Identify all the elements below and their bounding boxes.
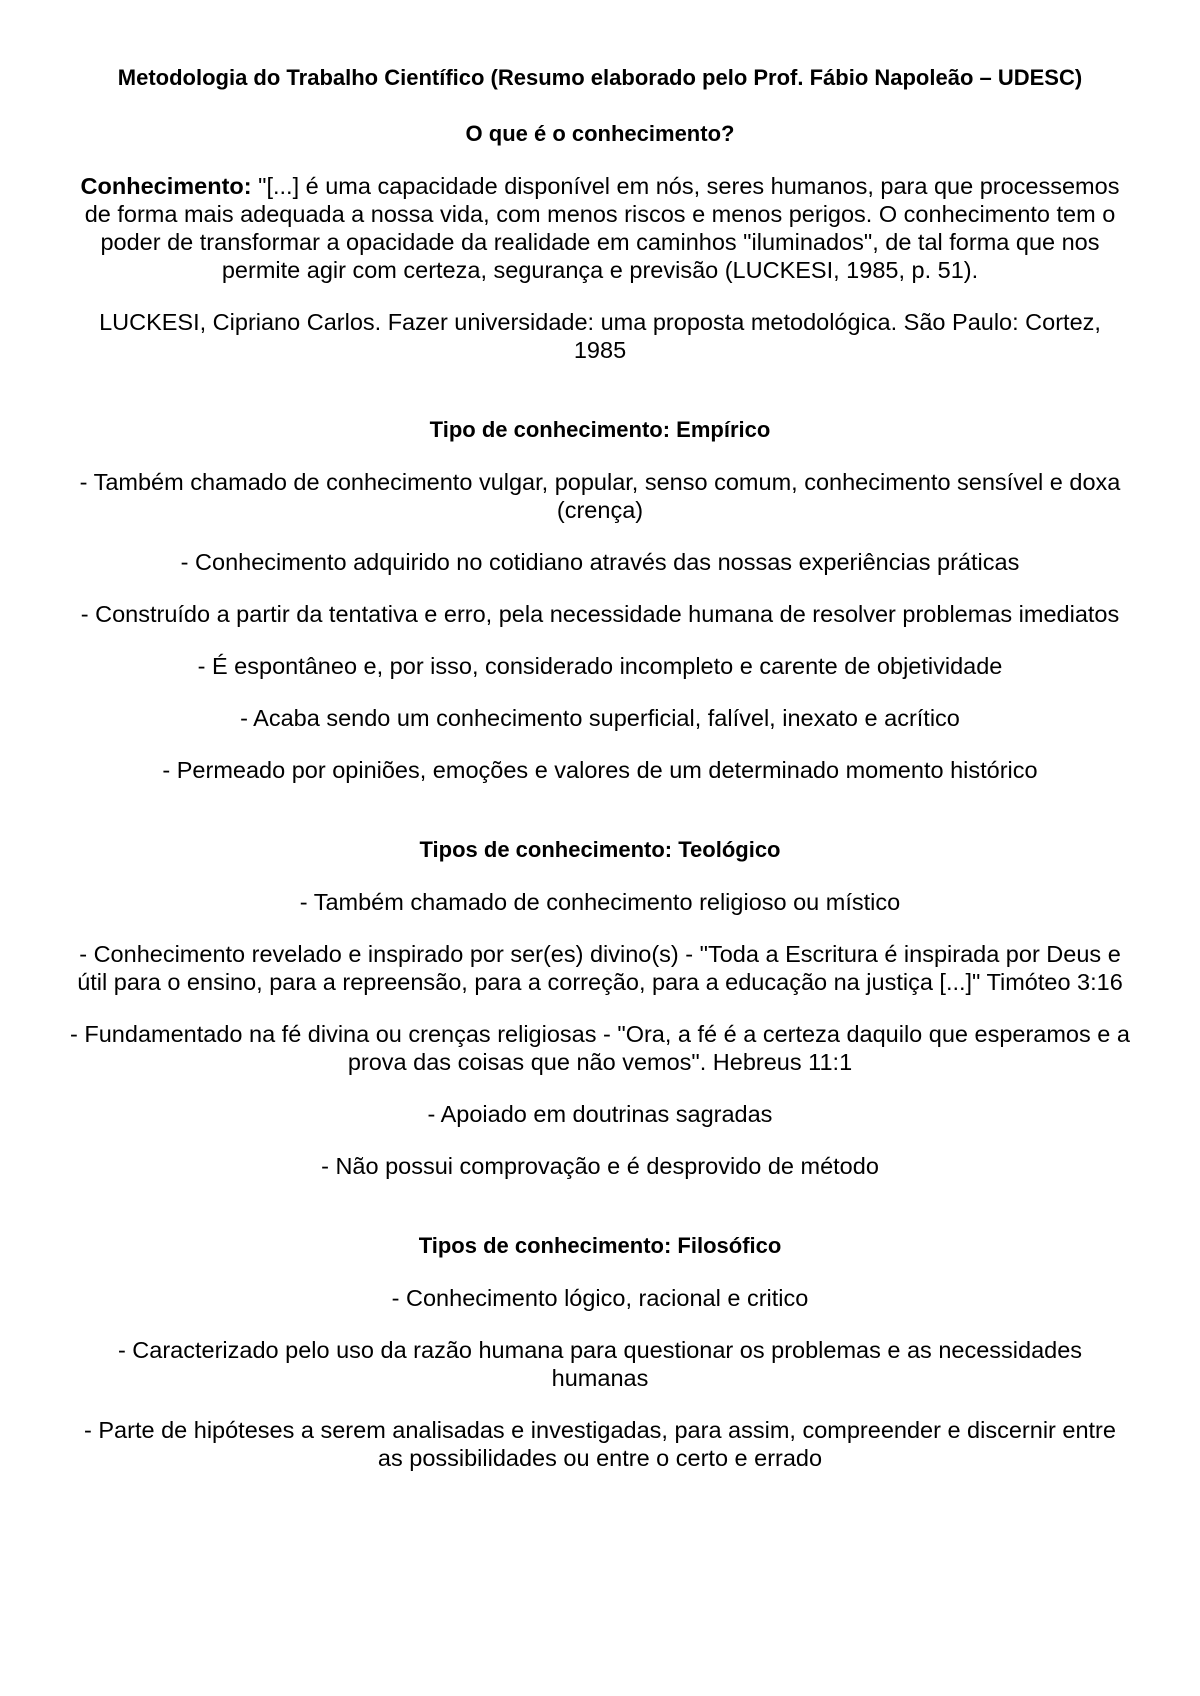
document-title: Metodologia do Trabalho Científico (Resumo elaborado pelo Prof. Fábio Napoleão – UDESC) [117, 65, 1083, 90]
section-title-teologico: Tipos de conhecimento: Teológico [419, 837, 781, 862]
question-heading: O que é o conhecimento? [465, 121, 735, 146]
list-item: - Apoiado em doutrinas sagradas [427, 1101, 773, 1127]
list-item: - Também chamado de conhecimento religioso ou místico [299, 889, 901, 915]
list-item: - É espontâneo e, por isso, considerado incompleto e carente de objetividade [197, 653, 1003, 679]
list-item: - Fundamentado na fé divina ou crenças religiosas - "Ora, a fé é a certeza daquilo que esperamos e a prova das coisas que não vemos". Hebreus 11:1 [70, 1021, 1130, 1075]
section-title-filosofico: Tipos de conhecimento: Filosófico [418, 1233, 782, 1258]
list-item: - Parte de hipóteses a serem analisadas e investigadas, para assim, compreender e discernir entre as possibilidades ou entre o certo e errado [84, 1417, 1116, 1471]
definition-term: Conhecimento: [80, 173, 252, 199]
list-item: - Não possui comprovação e é desprovido de método [321, 1153, 879, 1179]
list-item: - Acaba sendo um conhecimento superficial, falível, inexato e acrítico [240, 705, 960, 731]
list-item: - Conhecimento lógico, racional e critico [391, 1285, 809, 1311]
section-title-empirico: Tipo de conhecimento: Empírico [429, 417, 771, 442]
list-item: - Construído a partir da tentativa e erro, pela necessidade humana de resolver problemas imediatos [80, 601, 1120, 627]
list-item: - Permeado por opiniões, emoções e valores de um determinado momento histórico [162, 757, 1038, 783]
list-item: - Conhecimento adquirido no cotidiano através das nossas experiências práticas [180, 549, 1020, 575]
list-item: - Caracterizado pelo uso da razão humana para questionar os problemas e as necessidades humanas [117, 1337, 1083, 1391]
definition-text: "[...] é uma capacidade disponível em nós, seres humanos, para que processemos de forma mais adequada a nossa vida, com menos riscos e menos perigos. O conhecimento tem o poder de transformar a opacidade da realidade em caminhos "iluminados", de tal forma que nos permite agir com certeza, segurança e previsão (LUCKESI, 1985, p. 51). [84, 173, 1120, 283]
list-item: - Também chamado de conhecimento vulgar, popular, senso comum, conhecimento sensível e doxa (crença) [79, 469, 1121, 523]
list-item: - Conhecimento revelado e inspirado por ser(es) divino(s) - "Toda a Escritura é inspirada por Deus e útil para o ensino, para a repreensão, para a correção, para a educação na justiça [...]" Timóteo 3:16 [77, 941, 1123, 995]
definition-paragraph [70, 172, 1130, 284]
bibliographic-reference: LUCKESI, Cipriano Carlos. Fazer universidade: uma proposta metodológica. São Paulo: Cortez, 1985 [99, 309, 1101, 363]
